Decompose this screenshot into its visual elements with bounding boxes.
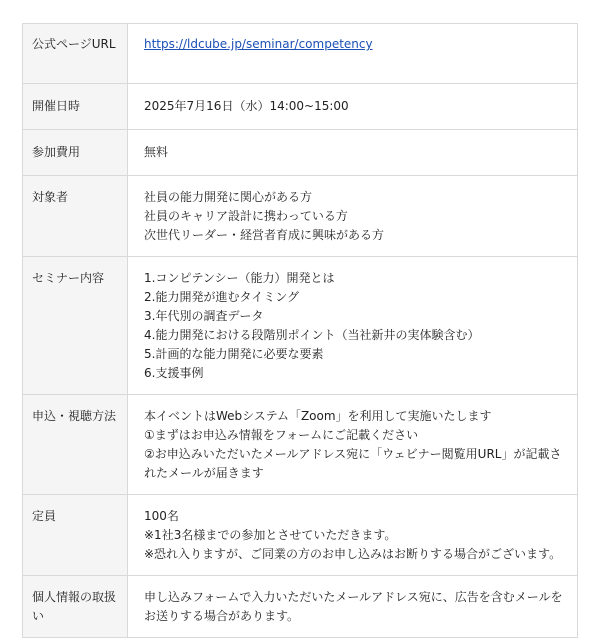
row-method (23, 395, 578, 495)
value-capacity (128, 495, 578, 576)
row-content (23, 257, 578, 395)
value-privacy (128, 576, 578, 638)
row-official-url (23, 24, 578, 84)
content-line: 4.能力開発における段階別ポイント（当社新井の実体験含む） (144, 328, 480, 342)
seminar-info-table (22, 23, 578, 638)
label-capacity: 定員 (23, 495, 128, 576)
content-line: 5.計画的な能力開発に必要な要素 (144, 347, 324, 361)
value-official-url (128, 24, 578, 84)
row-date (23, 84, 578, 130)
content-line: 1.コンピテンシー（能力）開発とは (144, 271, 335, 285)
row-capacity (23, 495, 578, 576)
row-target (23, 176, 578, 257)
value-target (128, 176, 578, 257)
label-date: 開催日時 (23, 84, 128, 130)
value-content (128, 257, 578, 395)
method-line: ①まずはお申込み情報をフォームにご記載ください (144, 428, 419, 442)
label-target: 対象者 (23, 176, 128, 257)
target-line: 次世代リーダー・経営者育成に興味がある方 (144, 228, 385, 242)
method-line: ②お申込みいただいたメールアドレス宛に「ウェビナー閲覧用URL」が記載されたメールが届きます (144, 447, 562, 480)
content-line: 2.能力開発が進むタイミング (144, 290, 299, 304)
row-privacy (23, 576, 578, 638)
official-url-link[interactable]: https://ldcube.jp/seminar/competency (144, 37, 373, 51)
label-official-url: 公式ページURL (23, 24, 128, 84)
row-fee (23, 130, 578, 176)
method-line: 本イベントはWebシステム「Zoom」を利用して実施いたします (144, 409, 492, 423)
target-line: 社員のキャリア設計に携わっている方 (144, 209, 348, 223)
label-fee: 参加費用 (23, 130, 128, 176)
target-line: 社員の能力開発に関心がある方 (144, 190, 313, 204)
value-method (128, 395, 578, 495)
value-fee: 無料 (128, 130, 578, 176)
capacity-line: 100名 (144, 509, 179, 523)
seminar-info-container (22, 23, 578, 638)
content-line: 6.支援事例 (144, 366, 204, 380)
privacy-line: 申し込みフォームで入力いただいたメールアドレス宛に、広告を含むメールをお送りする場合があります。 (144, 590, 563, 623)
label-content: セミナー内容 (23, 257, 128, 395)
label-privacy: 個人情報の取扱い (23, 576, 128, 638)
value-date: 2025年7月16日（水）14:00~15:00 (128, 84, 578, 130)
capacity-line: ※1社3名様までの参加とさせていただきます。 (144, 528, 397, 542)
content-line: 3.年代別の調査データ (144, 309, 264, 323)
label-method: 申込・視聴方法 (23, 395, 128, 495)
capacity-line: ※恐れ入りますが、ご同業の方のお申し込みはお断りする場合がございます。 (144, 547, 562, 561)
